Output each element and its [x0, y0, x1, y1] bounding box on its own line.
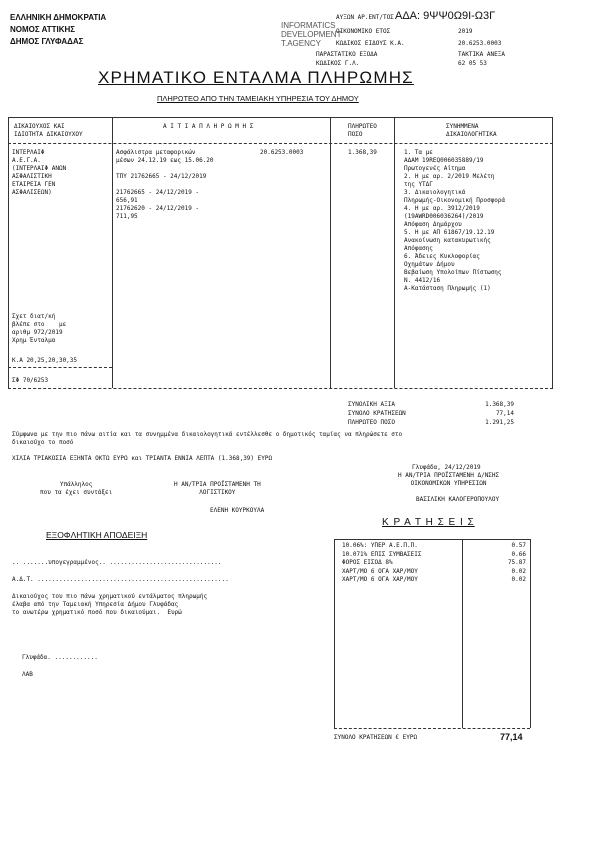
table-row-rule-1	[8, 367, 112, 368]
total-value-3: 1.291,25	[485, 419, 514, 426]
table-header-rule	[8, 143, 553, 144]
deduction-label: 10.06%: ΥΠΕΡ Α.Ε.Π.Π.	[342, 542, 418, 549]
account-code: 20.6253.0003	[260, 149, 304, 156]
total-label-1: ΣΥΝΟΛΙΚΗ ΑΞΙΑ	[348, 401, 395, 408]
right-value-4: ΤΑΚΤΙΚΑ ΑΝΕΞΑ	[458, 51, 505, 58]
deduction-label: ΦΟΡΟΣ ΕΙΣΟΔ 8%	[342, 559, 393, 566]
payment-statement: Σύμφωνα με την πιο πάνω αιτία και τα συνημμένα δικαιολογητικά εντέλλεσθε ο δημοτικός ταμίας να πληρώσετε στο δικαιούχο το ποσό	[12, 431, 403, 446]
place-date: Γλυφάδα, 24/12/2019	[412, 464, 481, 471]
page-subtitle: ΠΛΗΡΩΤΕΟ ΑΠΟ ΤΗΝ ΤΑΜΕΙΑΚΗ ΥΠΗΡΕΣΙΑ ΤΟΥ ΔΗΜΟΥ	[157, 94, 359, 103]
right-value-5: 62 05 53	[458, 60, 487, 67]
receipt-line-2: Α.Δ.Τ. .....................................................	[12, 576, 229, 583]
amount-in-words: ΧΙΛΙΑ ΤΡΙΑΚΟΣΙΑ ΕΞΗΝΤΑ ΟΚΤΩ ΕΥΡΩ και ΤΡΙΑΝΤΑ ΕΝΝΙΑ ΛΕΠΤΑ (1.368,39) ΕΥΡΩ	[12, 455, 273, 462]
deduction-value: 0.57	[511, 542, 526, 549]
employee-signature: Υπάλληλος που τα έχει συντάξει	[40, 481, 113, 496]
table-col-line-3	[394, 117, 395, 388]
col-header-amount: ΠΛΗΡΩΤΕΟ ΠΟΣΟ	[348, 123, 377, 138]
right-value-2: 2019	[458, 28, 473, 35]
table-col-line-0	[8, 117, 9, 388]
watermark-3: T.AGENCY	[281, 39, 322, 48]
right-label-5: ΚΩΔΙΚΟΣ Γ.Λ.	[316, 60, 360, 67]
header-line-3: ΔΗΜΟΣ ΓΛΥΦΑΔΑΣ	[10, 37, 84, 46]
deductions-left-line	[334, 539, 335, 728]
deductions-bottom-rule	[334, 728, 530, 729]
page-title: ΧΡΗΜΑΤΙΚΟ ΕΝΤΑΛΜΑ ΠΛΗΡΩΜΗΣ	[98, 68, 414, 87]
right-label-3: ΚΩΔΙΚΟΣ ΕΙΔΟΥΣ Κ.Α.	[336, 40, 405, 47]
deduction-label: 10.071% ΕΠΙΣ ΣΥΜΒΑΣΕΙΣ	[342, 550, 422, 558]
ka-codes: Κ.Α 20,25,20,30,35	[12, 357, 78, 364]
deductions-top-rule	[334, 539, 530, 540]
receipt-sign: ΛΑΒ	[22, 671, 33, 678]
attachments-cell: 1. Τα με ΑΔΑΜ 19REQ006035889/19 Πρωτογενές Αίτημα 2. Η με αρ. 2/2019 Μελέτη της ΥΤΔΓ 3. Δικαιολογητικά Πληρωμής-Οικονομική Προσφορά 4. Η με αρ. 3912/2019 (19AWRD006036264)/2019 Απόφαση Δημάρχου 5. Η με ΑΠ 61867/19.12.19 Ανακοίνωση κατακυρωτικής Απόφασης 6. Άδειες Κυκλοφορίας Οχημάτων Δήμου Βεβαίωση Υπολοίπων Πίστωσης Ν. 4412/16 Α-Κατάσταση Πληρωμής (1)	[404, 149, 506, 292]
col-header-beneficiary: ΔΙΚΑΙΟΥΧΟΣ ΚΑΙ ΙΔΙΟΤΗΤΑ ΔΙΚΑΙΟΥΧΟΥ	[14, 123, 83, 138]
cause-cell: Ασφάλιστρα μεταφορικών μέσων 24.12.19 εως 15.06.20 ΤΠΥ 21762665 - 24/12/2019 21762665 - 24/12/2019 - 656,91 21762620 - 24/12/2019 - 711,95	[116, 149, 214, 220]
receipt-text: Δικαιούχος του πιο πάνω χρηματικού εντάλματος πληρωμής έλαβα από την Ταμειακή Υπηρεσία Δήμου Γλυφάδας το ανωτέρω χρηματικό ποσό που δικαιούμαι. Ευρώ	[12, 593, 208, 616]
table-col-line-1	[112, 117, 113, 388]
ship-code: ΣΦ 70/6253	[12, 377, 49, 384]
director-title: Η ΑΝ/ΤΡΙΑ ΠΡΟΪΣΤΑΜΕΝΗ Δ/ΝΣΗΣ ΟΙΚΟΝΟΜΙΚΩΝ ΥΠΗΡΕΣΙΩΝ	[398, 472, 500, 487]
deductions-right-line	[530, 539, 531, 728]
dept-head-title: Η ΑΝ/ΤΡΙΑ ΠΡΟΪΣΤΑΜΕΝΗ ΤΗ ΛΟΓΙΣΤΙΚΟΥ	[174, 481, 261, 496]
deduction-value: 75.87	[507, 559, 526, 566]
table-row-rule-2	[8, 388, 553, 389]
receipt-title: ΕΞΟΦΛΗΤΙΚΗ ΑΠΟΔΕΙΞΗ	[46, 530, 148, 540]
header-line-1: ΕΛΛΗΝΙΚΗ ΔΗΜΟΚΡΑΤΙΑ	[10, 13, 107, 22]
dept-head-name: ΕΛΕΝΗ ΚΟΥΡΚΟΥΛΑ	[210, 507, 265, 514]
watermark-1: INFORMATICS	[281, 21, 336, 30]
right-label-1: ΑΥΞΩΝ ΑΡ.ΕΝΤ/ΤΟΣ	[336, 14, 394, 21]
col-header-attachments: ΣΥΝΗΜΜΕΝΑ ΔΙΚΑΙΟΛΟΓΗΤΙΚΑ	[446, 123, 497, 138]
right-value-3: 20.6253.0003	[458, 40, 502, 47]
total-value-1: 1.368,39	[485, 401, 514, 408]
right-label-4: ΠΑΡΑΣΤΑΤΙΚΟ ΕΞΟΔΑ	[316, 51, 378, 58]
table-top-rule	[8, 117, 553, 118]
col-header-cause: Α Ι Τ Ι Α Π Λ Η Ρ Ω Μ Η Σ	[163, 123, 254, 130]
receipt-line-1: .. .......υπογεγραμμένος.. ...............................	[12, 559, 222, 566]
deduction-label: ΧΑΡΤ/ΜΟ 6 ΟΓΑ ΧΑΡ/ΜΟΥ	[342, 567, 418, 575]
deduction-value: 0.66	[511, 550, 526, 558]
reference-note: Σχετ διατ/κή βλέπε στο με αριθμ 972/2019 Χρημ Ένταλμα	[12, 313, 67, 344]
deduction-label: ΧΑΡΤ/ΜΟ 6 ΟΓΑ ΧΑΡ/ΜΟΥ	[342, 576, 418, 583]
watermark-2: DEVELOPMENT	[281, 30, 342, 39]
table-col-line-4	[552, 117, 553, 388]
beneficiary-cell: ΙΝΤΕΡΛΑΙΦ Α.Ε.Γ.Α. (ΙΝΤΕΡΛΑΙΦ ΑΝΩΝ ΑΣΦΑΛΙΣΤΙΚΗ ΕΤΑΙΡΕΙΑ ΓΕΝ ΑΣΦΑΛΙΣΕΩΝ)	[12, 149, 67, 196]
total-label-2: ΣΥΝΟΛΟ ΚΡΑΤΗΣΕΩΝ	[348, 410, 406, 417]
deductions-mid-line	[462, 539, 463, 728]
right-label-2: ΟΙΚΟΝΟΜΙΚΟ ΕΤΟΣ	[336, 28, 391, 35]
deductions-total-value: 77,14	[500, 732, 523, 742]
deduction-value: 0.02	[511, 576, 526, 583]
amount-cell: 1.368,39	[348, 149, 377, 156]
receipt-place: Γλυφάδα. ............	[22, 654, 98, 661]
ada-code: ΑΔΑ: 9ΨΨ0Ω9Ι-Ω3Γ	[395, 10, 496, 22]
header-line-2: ΝΟΜΟΣ ΑΤΤΙΚΗΣ	[10, 25, 76, 34]
director-name: ΒΑΣΙΛΙΚΗ ΚΑΛΟΓΕΡΟΠΟΥΛΟΥ	[416, 496, 500, 503]
total-value-2: 77,14	[495, 410, 514, 417]
table-col-line-2	[330, 117, 331, 388]
deductions-total-label: ΣΥΝΟΛΟ ΚΡΑΤΗΣΕΩΝ € ΕΥΡΩ	[334, 734, 418, 741]
deduction-value: 0.02	[511, 567, 526, 575]
deductions-title: Κ Ρ Α Τ Η Σ Ε Ι Σ	[382, 517, 475, 528]
total-label-3: ΠΛΗΡΩΤΕΟ ΠΟΣΟ	[348, 419, 395, 426]
